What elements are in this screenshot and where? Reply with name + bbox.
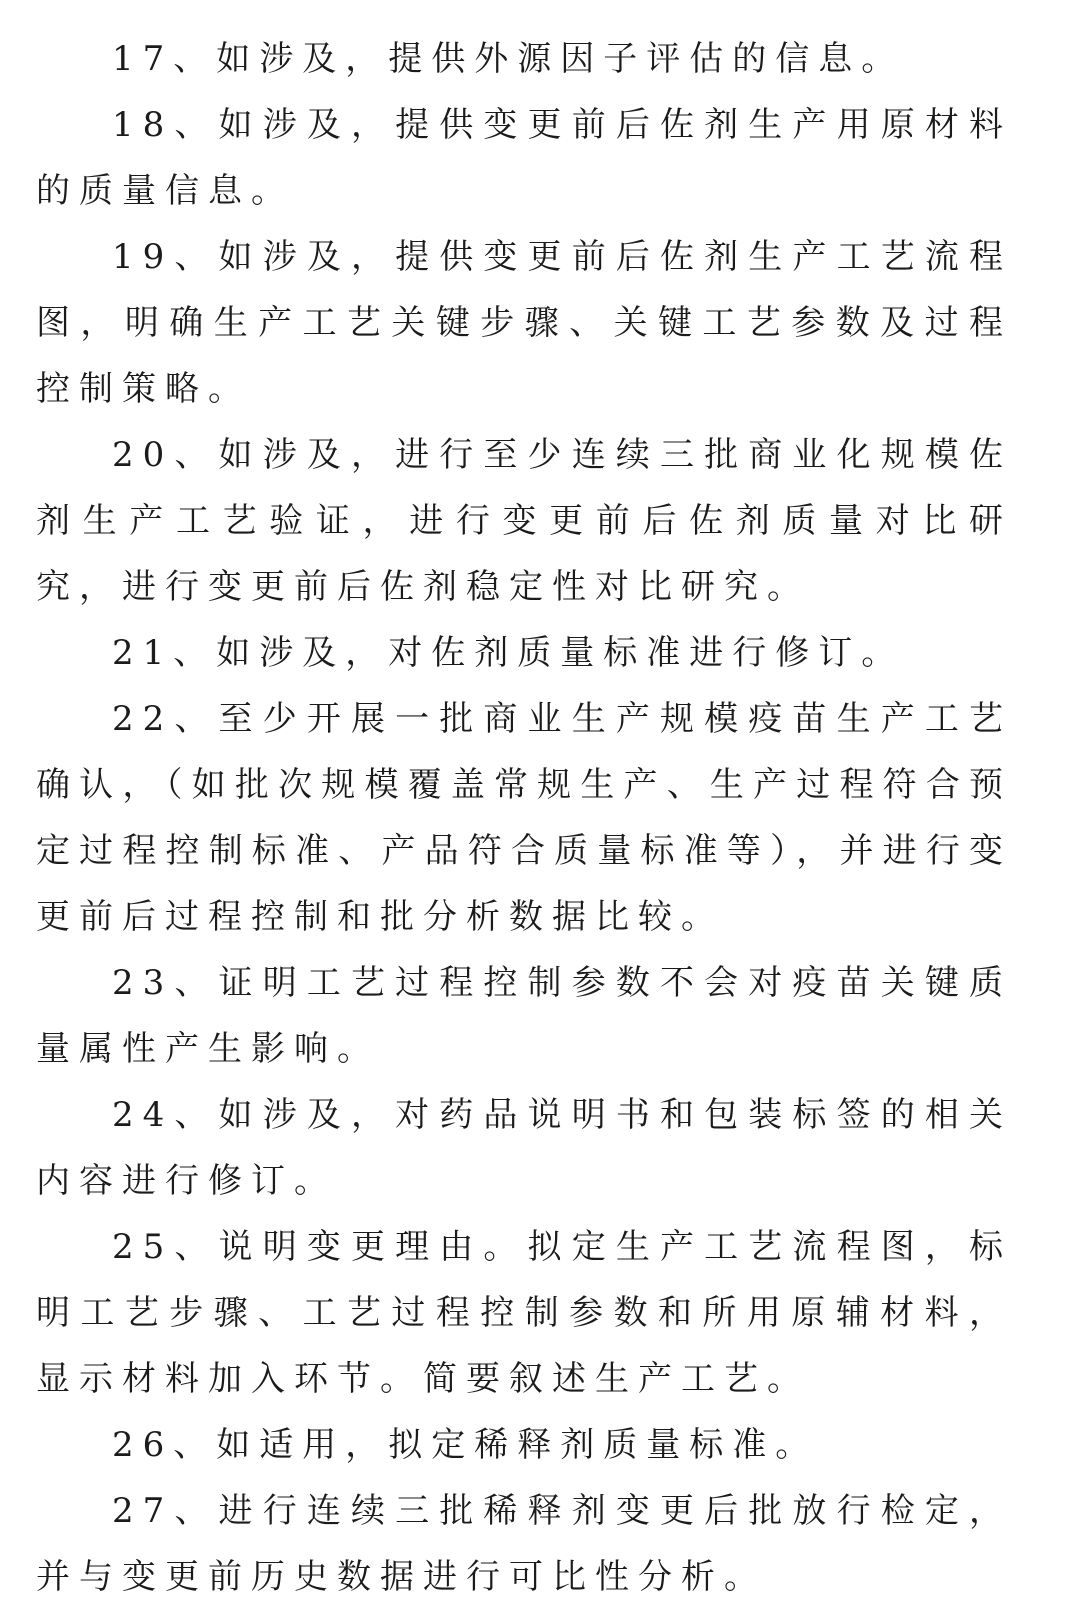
paragraph-22: 22、至少开展一批商业生产规模疫苗生产工艺确认，（如批次规模覆盖常规生产、生产过程符合预定过程控制标准、产品符合质量标准等），并进行变更前后过程控制和批分析数据比较。 [36, 699, 1012, 937]
paragraph-20: 20、如涉及，进行至少连续三批商业化规模佐剂生产工艺验证，进行变更前后佐剂质量对比研究，进行变更前后佐剂稳定性对比研究。 [36, 435, 1012, 607]
paragraph-27: 27、进行连续三批稀释剂变更后批放行检定，并与变更前历史数据进行可比性分析。 [36, 1491, 1012, 1597]
paragraph-19: 19、如涉及，提供变更前后佐剂生产工艺流程图，明确生产工艺关键步骤、关键工艺参数及过程控制策略。 [36, 237, 1012, 409]
paragraph-17: 17、如涉及，提供外源因子评估的信息。 [112, 39, 905, 79]
paragraph-21: 21、如涉及，对佐剂质量标准进行修订。 [112, 633, 905, 673]
document-body [36, 26, 1012, 1610]
paragraph-24: 24、如涉及，对药品说明书和包装标签的相关内容进行修订。 [36, 1095, 1012, 1201]
paragraph-18: 18、如涉及，提供变更前后佐剂生产用原材料的质量信息。 [36, 105, 1012, 211]
paragraph-26: 26、如适用，拟定稀释剂质量标准。 [112, 1425, 819, 1465]
paragraph-23: 23、证明工艺过程控制参数不会对疫苗关键质量属性产生影响。 [36, 963, 1012, 1069]
paragraph-25: 25、说明变更理由。拟定生产工艺流程图，标明工艺步骤、工艺过程控制参数和所用原辅材料，显示材料加入环节。简要叙述生产工艺。 [36, 1227, 1012, 1399]
